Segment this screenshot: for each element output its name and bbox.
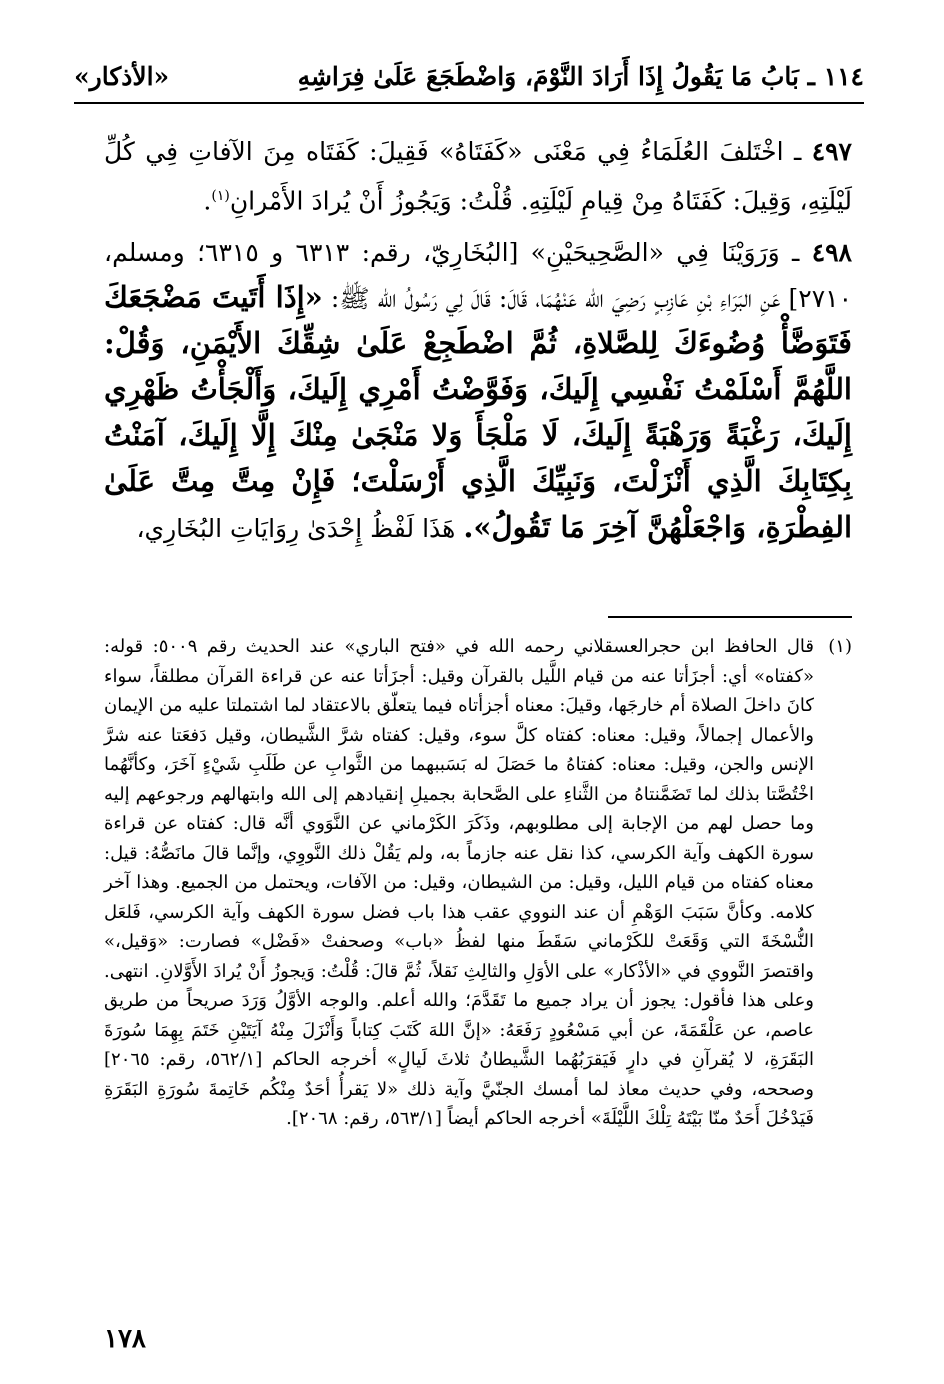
book-title: «الأذكار» [74,62,170,91]
running-header [74,58,864,104]
footnote-marker: (١) [828,636,852,657]
paragraph-text: ـ اخْتَلفَ العُلَمَاءُ فِي مَعْنَى «كَفَتَاهُ» فَقِيلَ: كَفَتَاه مِنَ الآفاتِ فِي كُلِّ لَيْلَتِهِ، وَقِيلَ: كَفَتَاهُ مِنْ قِيامِ لَيْلَتِهِ. قُلْتُ: وَيَجُوزُ أَنْ يُرادَ الأَمْرانِ [104,137,852,216]
footnote [104,632,852,1134]
paragraph-end: . [203,186,212,216]
hadith-text: «إِذَا أَتَيتَ مَضْجَعَكَ فَتَوَضَّأْ وُضُوءَكَ لِلصَّلاةِ، ثُمَّ اضْطَجِعْ عَلَىٰ شِقِّكَ الأَيْمَنِ، وَقُلْ: اللَّهُمَّ أَسْلَمْتُ نَفْسِي إِلَيكَ، وَفَوَّضْتُ أَمْرِي إِلَيكَ، وَأَلْجَأْتُ ظَهْرِي إِلَيكَ، رَغْبَةً وَرَهْبَةً إِلَيكَ، لَا مَلْجَأَ وَلا مَنْجَىٰ مِنْكَ إِلَّا إِلَيكَ، آمَنْتُ بِكِتَابِكَ الَّذِي أَنْزَلْتَ، وَنَبِيِّكَ الَّذِي أَرْسَلْتَ؛ فَإِنْ مِتَّ مِتَّ عَلَىٰ الفِطْرَةِ، وَاجْعَلْهُنَّ آخِرَ مَا تَقُولُ». [104,280,852,545]
footnote-reference[interactable]: (١) [211,188,230,204]
chapter-title: ١١٤ ـ بَابُ مَا يَقُولُ إِذَا أَرَادَ النَّوْمَ، وَاضْطَجَعَ عَلَىٰ فِرَاشِهِ [297,62,864,91]
paragraph-498 [104,231,852,551]
footnote-text: قال الحافظ ابن حجرالعسقلاني رحمه الله في «فتح الباري» عند الحديث رقم ٥٠٠٩: قوله: «كفتاه» أي: أجزَأتا عنه من قيام اللَّيل بالقرآن وقيل: أجزَأتا عنه عن قراءة القرآن مطلقاً، سواء كانَ داخلَ الصلاة أم خارجَها، وقيلَ: معناه أجزأتاه فيما يتعلّق بالاعتقاد لما اشتملتا عليه من الإيمان والأعمال إجمالاً، وقيل: معناه: كفتاه كلَّ سوء، وقيل: كفتاه شرَّ الشَّيطان، وقيل دَفعَتا عنه شرَّ الإنس والجن، وقيل: معناه: كفتاهُ ما حَصَلَ له بَسَببهما من الثَّوابِ عن طَلَبِ شَيْءٍ آخَرَ، وكأنَّهُما اخْتُصَّتا بذلك لما تَضَمَّنتاهُ من الثَّناءِ على الصَّحابة بجميلِ إنقيادهم إلى الله وابتهالهم ورجوعهم إليه وما حصل لهم من الإجابة إلى مطلوبهم، وذَكَرَ الكَرْماني عن النَّوَوي أنَّه قال: كفتاه عن قراءة سورة الكهف وآية الكرسي، كذا نقل عنه جازماً به، ولم يَقُلْ ذلك النَّووِي، وإنَّما قالَ مانَصُّهُ: قيل: معناه كفتاه من قيام الليل، وقيل: من الشيطان، وقيل: من الآفات، ويحتمل من الجميع. وهذا آخر كلامه. وكأنَّ سَبَبَ الوَهْمِ أن عند النووي عقب هذا باب فضل سورة الكهف وآية الكرسي، فَلعَل النُّسْخَةَ التي وَقَعَتْ للكَرْماني سَقَطَ منها لفظُ «باب» وصحفتْ «فَضْل» فصارت: «وَقيل،» واقتصرَ النَّووي في «الأذْكار» على الأوَلِ والثالِثِ نَقلاً، ثُمَّ قالَ: قُلْتُ: وَيجوزُ أَنْ يُرادَ الأَوَّلانِ. انتهى. وعلى هذا فأقول: يجوز أن يراد جميع ما تَقَدَّمَ؛ والله أعلم. والوجه الأوَّلُ وَرَدَ صريحاً من طريق عاصم، عن عَلْقَمَةَ، عن أبي مَسْعُودٍ رَفَعَهُ: «إنَّ اللهَ كَتَبَ كِتاباً وَأَنْزَلَ مِنْهُ آيَتَيْنِ خَتَمَ بِهِمَا سُورَةَ البَقَرَةِ، لا يُقرآنِ في دارٍ فَيَقرَبُهُما الشَّيطانُ ثلاثَ لَيالٍ» أخرجه الحاكم [٥٦٢/١، رقم: ٢٠٦٥] وصححه، وفي حديث معاذ لما أمسك الجنّيَّ وآية ذلك «لا يَقرأُ أحَدٌ مِنْكُم خَاتِمةَ سُورَةِ البَقَرَةِ فَيَدْخُلَ أَحَدٌ منّا بَيْتَهُ تِلْكَ اللَّيْلَةَ» أخرجه الحاكم أيضاً [٥٦٣/١، رقم: ٢٠٦٨]. [104,636,814,1129]
paragraph-number: ٤٩٨ [811,238,852,268]
paragraph-number: ٤٩٧ [811,137,852,166]
footnote-divider [608,616,852,618]
paragraph-intro: ـ وَرَوَيْنَا فِي «الصَّحِيحَيْنِ» [البُخَارِيّ، رقم: ٦٣١٣ و ٦٣١٥؛ ومسلم، ٢٧١٠] عَنِ البَرَاءِ بْنِ عَازِبٍ رَضِيَ الله عَنْهُمَا، قَالَ: قَالَ لِي رَسُولُ الله ﷺ: [104,238,853,314]
paragraph-497 [104,130,852,223]
paragraph-end: هَذَا لَفْظُ إِحْدَىٰ رِوَايَاتِ البُخَارِي، [136,514,456,544]
main-text [104,130,852,559]
page-number: ١٧٨ [104,1324,146,1354]
